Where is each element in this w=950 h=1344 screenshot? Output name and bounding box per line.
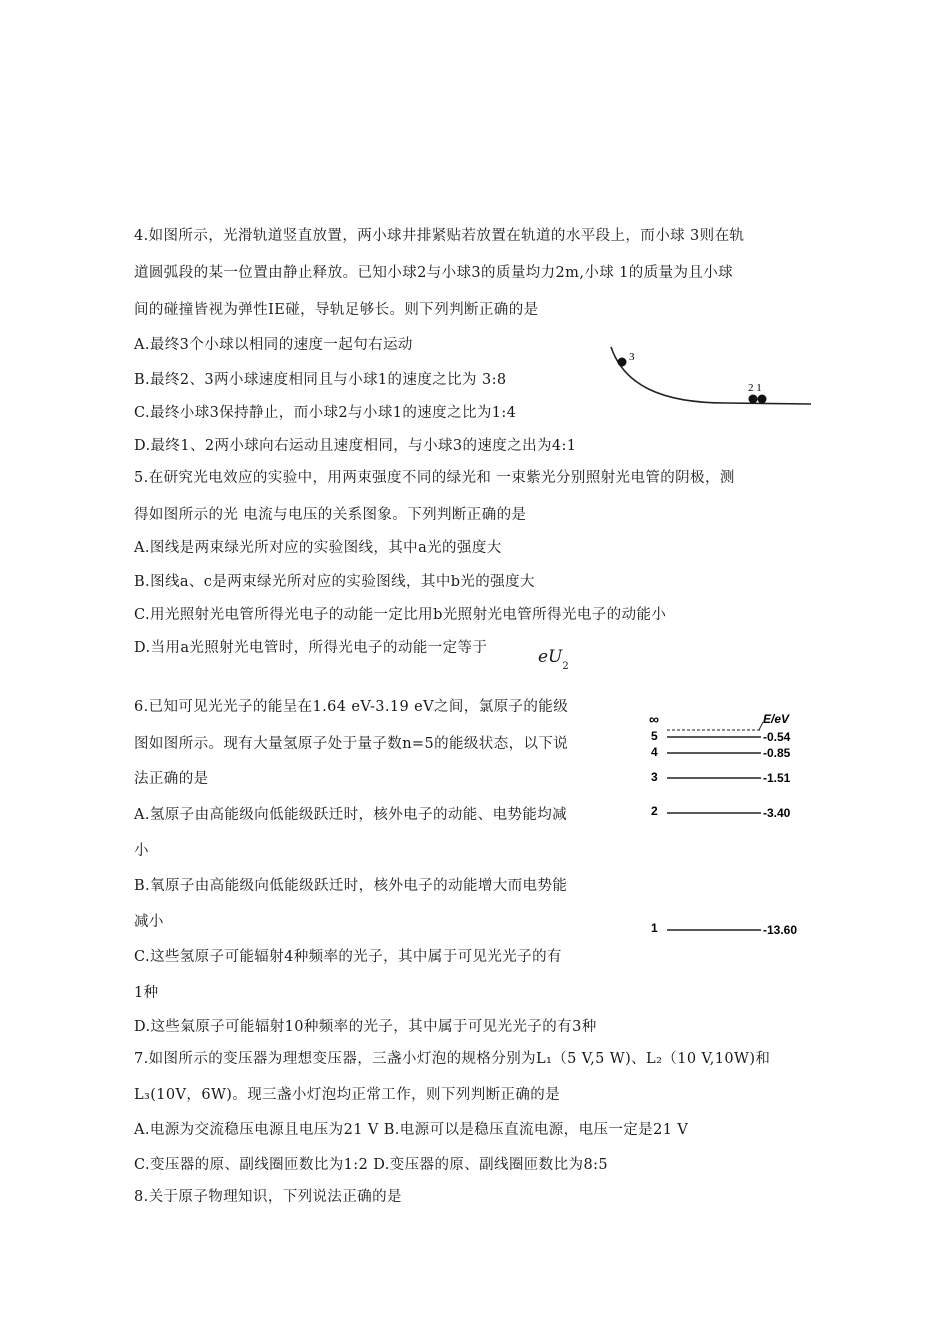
level-5-energy: -0.54 bbox=[763, 730, 791, 744]
q6-stem-line-3: 法正确的是 bbox=[134, 771, 209, 787]
q6-option-b-cont: 减小 bbox=[134, 914, 164, 930]
q7-stem-line-1: 7.如图所示的变压器为理想变压器，三盏小灯泡的规格分别为L₁（5 V,5 W)、L₂（10 V,10W)和 bbox=[134, 1051, 771, 1067]
q6-option-a: A.氢原子由高能级向低能级跃迁时，核外电子的动能、电势能均减 bbox=[134, 807, 568, 823]
q4-stem-line-3: 间的碰撞皆视为弹性IE碰，导轨足够长。则下列判断正确的是 bbox=[134, 302, 539, 318]
q6-option-c: C.这些氢原子可能辐射4种频率的光子，其中属于可见光光子的有 bbox=[134, 949, 562, 965]
q7-stem-line-2: L₃(10V，6W)。现三盏小灯泡均正常工作，则下列判断正确的是 bbox=[134, 1087, 561, 1103]
level-5-label: 5 bbox=[651, 729, 658, 743]
ball-1 bbox=[758, 395, 767, 404]
q5-stem-line-2: 得如图所示的光 电流与电压的关系图象。下列判断正确的是 bbox=[134, 507, 527, 523]
level-3-energy: -1.51 bbox=[763, 771, 791, 785]
q4-option-d: D.最终1、2两小球向右运动且速度相同，与小球3的速度之出为4:1 bbox=[134, 438, 577, 454]
q6-option-c-cont: 1种 bbox=[134, 985, 159, 1001]
level-4-energy: -0.85 bbox=[763, 746, 791, 760]
energy-level-diagram bbox=[645, 708, 820, 943]
q7-options-ab: A.电源为交流稳压电源且电压为21 V B.电源可以是稳压直流电源，电压一定是21 V bbox=[134, 1122, 689, 1138]
q5-option-b: B.图线a、c是两束绿光所对应的实验图线，其中b光的强度大 bbox=[134, 574, 535, 590]
energy-axis-label: E/eV bbox=[763, 712, 790, 726]
ball-3 bbox=[618, 358, 627, 367]
q4-track-figure bbox=[606, 345, 816, 411]
ball-2 bbox=[749, 395, 758, 404]
level-3-label: 3 bbox=[651, 770, 658, 784]
q4-option-c: C.最终小球3保持静止，而小球2与小球1的速度之比为1:4 bbox=[134, 405, 517, 421]
q4-stem-line-2: 道圆弧段的某一位置由静止释放。已知小球2与小球3的质量均力2m,小球 1的质量为且小球 bbox=[134, 265, 734, 281]
level-1-energy: -13.60 bbox=[763, 923, 798, 937]
level-2-energy: -3.40 bbox=[763, 806, 791, 820]
q5-option-a: A.图线是两束绿光所对应的实验图线，其中a光的强度大 bbox=[134, 540, 502, 556]
q5-formula: $eU_2$ bbox=[538, 647, 569, 673]
q6-stem-line-1: 6.已知可见光光子的能呈在1.64 eV-3.19 eV之间，氯原子的能级 bbox=[134, 699, 569, 715]
balls-label: 2 1 bbox=[748, 382, 762, 394]
q6-stem-line-2: 图如图所示。现有大量氢原子处于量子数n=5的能级状态，以下说 bbox=[134, 736, 569, 752]
q6-option-b: B.氧原子由高能级向低能级跃迁时，核外电子的动能增大而电势能 bbox=[134, 878, 568, 894]
level-1-label: 1 bbox=[651, 921, 658, 935]
q4-stem-line-1: 4.如图所示，光滑轨道竖直放置，两小球井排紧贴若放置在轨道的水平段上，而小球 3则在轨 bbox=[134, 228, 745, 244]
q8-stem-line-1: 8.关于原子物理知识，下列说法正确的是 bbox=[134, 1189, 402, 1205]
level-4-label: 4 bbox=[651, 745, 658, 759]
q7-options-cd: C.变压器的原、副线圈匝数比为1:2 D.变压器的原、副线圈匝数比为8:5 bbox=[134, 1157, 608, 1173]
q6-option-a-cont: 小 bbox=[134, 843, 149, 859]
q5-stem-line-1: 5.在研究光电效应的实验中，用两束强度不同的绿光和 一束紫光分别照射光电管的阴极，测 bbox=[134, 470, 735, 486]
level-2-label: 2 bbox=[651, 804, 658, 818]
q4-option-a: A.最终3个小球以相同的速度一起句右运动 bbox=[134, 337, 413, 353]
ball-3-label: 3 bbox=[629, 351, 635, 363]
q5-option-d: D.当用a光照射光电管时，所得光电子的动能一定等于 bbox=[134, 640, 488, 656]
q4-option-b: B.最终2、3两小球速度相同且与小球1的速度之比为 3:8 bbox=[134, 372, 507, 388]
level-inf-label: ∞ bbox=[649, 711, 659, 727]
q5-option-c: C.用光照射光电管所得光电子的动能一定比用b光照射光电管所得光电子的动能小 bbox=[134, 607, 667, 623]
q6-option-d: D.这些氣原子可能辐射10种频率的光子，其中属于可见光光子的有3种 bbox=[134, 1019, 597, 1035]
